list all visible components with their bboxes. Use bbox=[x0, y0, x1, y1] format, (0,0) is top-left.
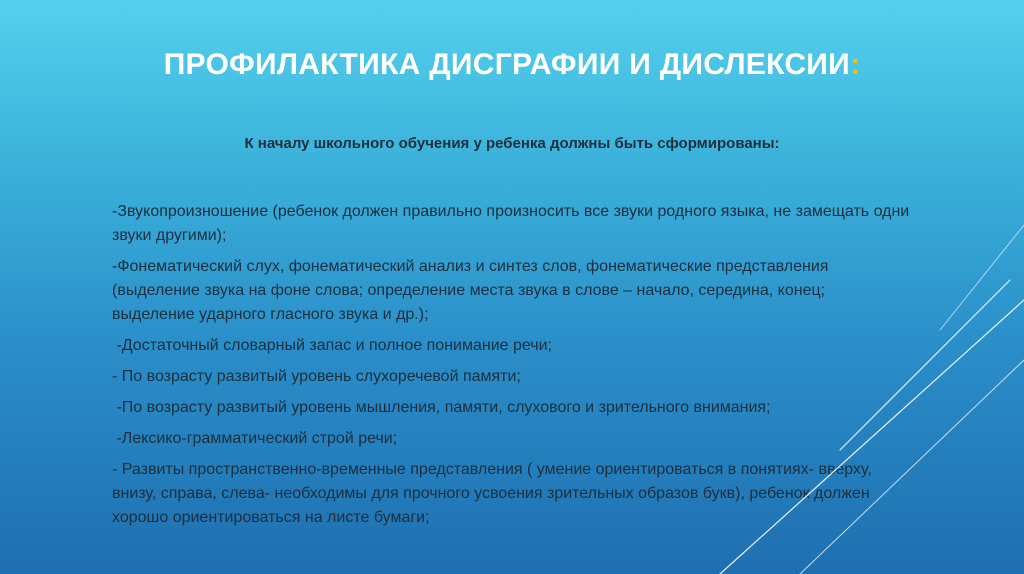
list-item: -Достаточный словарный запас и полное понимание речи; bbox=[112, 337, 552, 354]
list-item: - По возрасту развитый уровень слухоречевой памяти; bbox=[112, 368, 521, 385]
list-item: -Лексико-грамматический строй речи; bbox=[112, 430, 398, 447]
list-item: -Звукопроизношение (ребенок должен правильно произносить все звуки родного языка, не замещать одни звуки другими); bbox=[112, 203, 910, 244]
slide-title-colon: : bbox=[850, 48, 861, 81]
list-item: -Фонематический слух, фонематический анализ и синтез слов, фонематические представления (выделение звука на фоне слова; определение места звука в слове – начало, середина, конец; выделение ударного гласного звука и др.); bbox=[112, 258, 829, 323]
requirements-list bbox=[112, 200, 912, 537]
slide-title bbox=[0, 48, 1024, 82]
slide-subtitle: К началу школьного обучения у ребенка должны быть сформированы: bbox=[244, 135, 780, 152]
deco-line bbox=[940, 225, 1024, 330]
list-item: - Развиты пространственно-временные представления ( умение ориентироваться в понятиях- вверху, внизу, справа, слева- необходимы для прочного усвоения зрительных образов букв), ребенок должен хорошо ориентироваться на листе бумаги; bbox=[112, 461, 872, 526]
slide-title-text: ПРОФИЛАКТИКА ДИСГРАФИИ И ДИСЛЕКСИИ bbox=[163, 48, 851, 81]
list-item: -По возрасту развитый уровень мышления, памяти, слухового и зрительного внимания; bbox=[112, 399, 771, 416]
